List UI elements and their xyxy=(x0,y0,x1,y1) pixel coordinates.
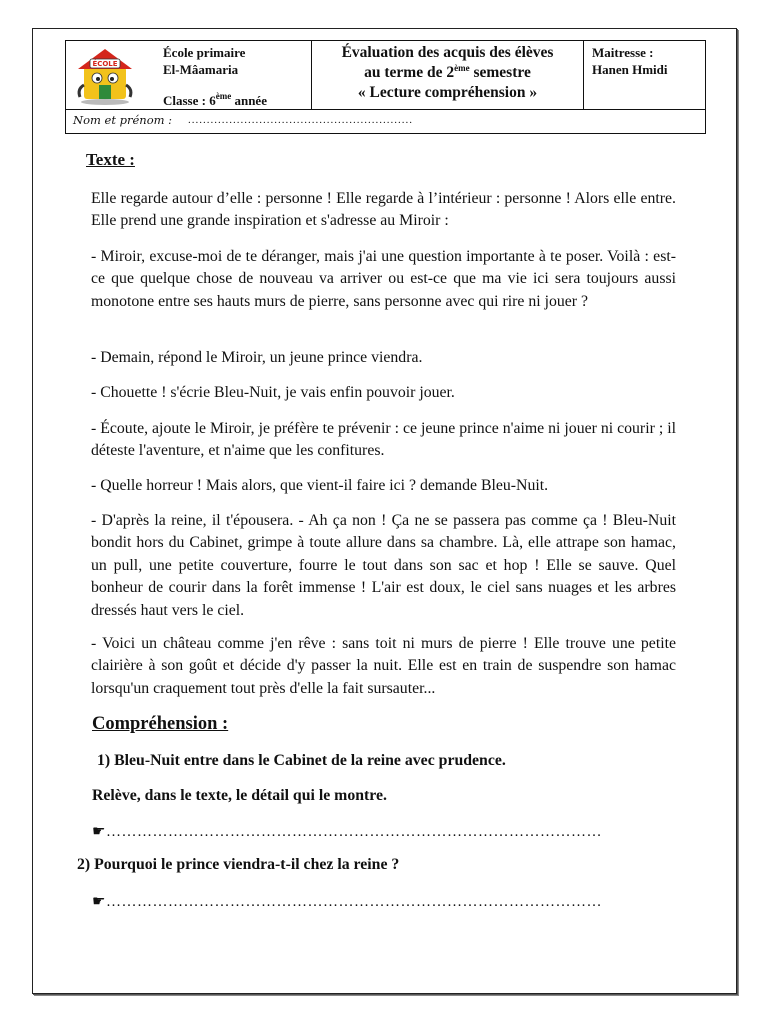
class-level: Classe : 6ème année xyxy=(163,91,267,108)
texte-title: Texte : xyxy=(86,150,135,169)
answer-1-line[interactable]: ☛…………………………………………………………………………………… xyxy=(92,824,602,840)
paragraph-5: - Écoute, ajoute le Miroir, je préfère te prévenir : ce jeune prince n'aime ni jouer ni courir ; il déteste l'aventure, et n'aime que les confitures. xyxy=(91,420,676,460)
student-name-row xyxy=(66,109,705,133)
question-2: 2) Pourquoi le prince viendra-t-il chez la reine ? xyxy=(77,856,400,873)
paragraph-2: - Miroir, excuse-moi de te déranger, mais j'ai une question importante à te poser. Voilà : est-ce que quelque chose de nouveau va arriver ou est-ce que ma vie ici sera toujours aussi monotone entre ses hauts murs de pierre, sans personne avec qui rire ni jouer ? xyxy=(91,248,676,310)
school-logo-icon xyxy=(74,45,136,105)
eval-title-line3: « Lecture compréhension » xyxy=(357,84,538,101)
paragraph-3: - Demain, répond le Miroir, un jeune prince viendra. xyxy=(91,349,423,366)
school-place: El-Mâamaria xyxy=(163,62,239,77)
teacher-cell xyxy=(584,41,705,109)
teacher-label: Maitresse : xyxy=(592,45,654,60)
svg-text:ÉCOLE: ÉCOLE xyxy=(92,60,118,68)
eval-title-line1: Évaluation des acquis des élèves xyxy=(341,44,554,61)
student-name-field[interactable]: ............................................................ xyxy=(188,114,413,126)
answer-2-line[interactable]: ☛…………………………………………………………………………………… xyxy=(92,894,602,910)
evaluation-cell xyxy=(312,41,584,109)
header-table xyxy=(65,40,706,134)
paragraph-8: - Voici un château comme j'en rêve : sans toit ni murs de pierre ! Elle trouve une petite clairière à son goût et décide d'y passer la nuit. Elle est en train de suspendre son hamac lorsqu'un craquement tout près d'elle la fait sursauter... xyxy=(91,635,676,697)
teacher-name: Hanen Hmidi xyxy=(592,62,668,77)
student-name-label: Nom et prénom : xyxy=(73,113,173,127)
question-1-instruction: Relève, dans le texte, le détail qui le montre. xyxy=(92,787,387,804)
school-name: École primaire xyxy=(163,45,246,60)
question-1: 1) Bleu-Nuit entre dans le Cabinet de la reine avec prudence. xyxy=(97,752,506,769)
eval-title-line2: au terme de 2ème semestre xyxy=(364,63,531,81)
paragraph-7: - D'après la reine, il t'épousera. - Ah ça non ! Ça ne se passera pas comme ça ! Bleu-Nuit bondit hors du Cabinet, grimpe à toute allure dans sa chambre. Là, elle attrape son hamac, un pull, une petite couverture, fourre le tout dans son sac et hop ! Elle se sauve. Quel bonheur de courir dans la forêt immense ! L'air est doux, le ciel sans nuages et les arbres dressés haut vers le ciel. xyxy=(91,512,676,619)
paragraph-1: Elle regarde autour d’elle : personne ! Elle regarde à l’intérieur : personne ! Alors elle entre. Elle prend une grande inspiration et s'adresse au Miroir : xyxy=(91,190,676,230)
paragraph-6: - Quelle horreur ! Mais alors, que vient-il faire ici ? demande Bleu-Nuit. xyxy=(91,477,549,494)
paragraph-4: - Chouette ! s'écrie Bleu-Nuit, je vais enfin pouvoir jouer. xyxy=(91,384,455,401)
comprehension-title: Compréhension : xyxy=(92,714,229,734)
school-cell xyxy=(66,41,312,109)
